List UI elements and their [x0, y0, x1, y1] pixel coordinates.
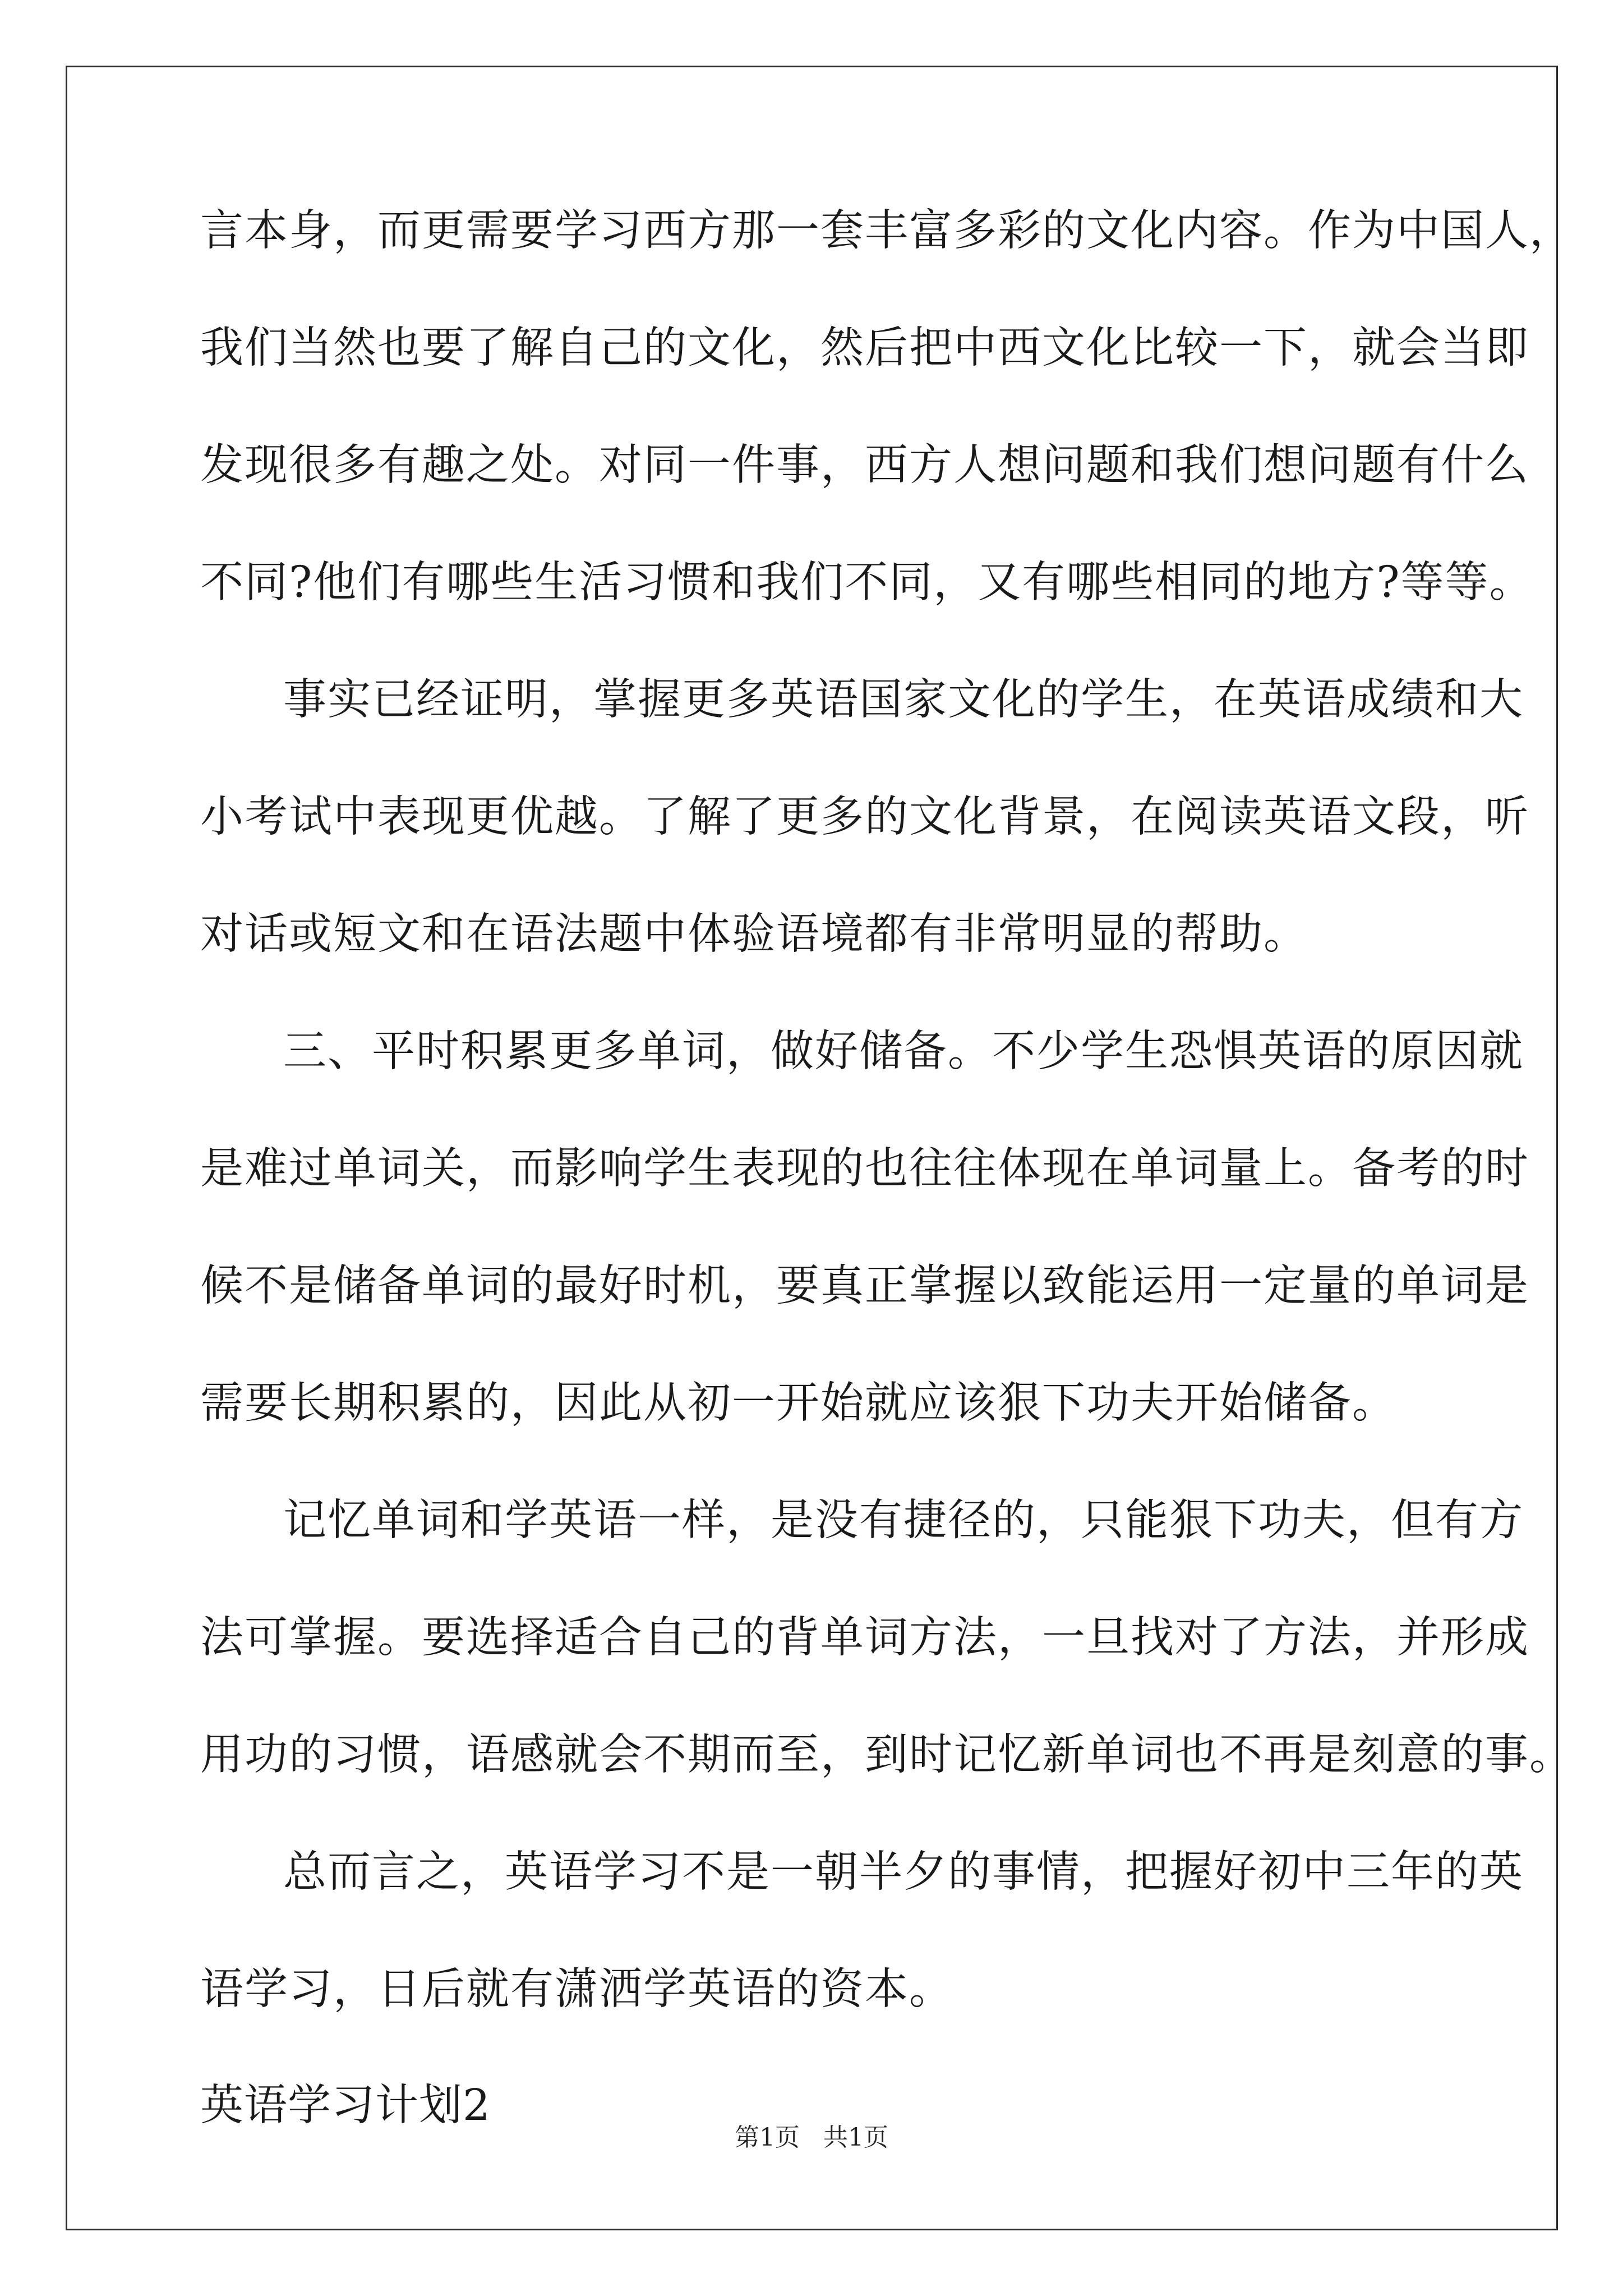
paragraph-1-line-3: 发现很多有趣之处。对同一件事，西方人想问题和我们想问题有什么 [200, 440, 1529, 490]
paragraph-4-line-3: 用功的习惯，语感就会不期而至，到时记忆新单词也不再是刻意的事。 [200, 1730, 1574, 1780]
paragraph-1-line-1: 言本身，而更需要学习西方那一套丰富多彩的文化内容。作为中国人， [200, 206, 1574, 256]
paragraph-4-line-2: 法可掌握。要选择适合自己的背单词方法，一旦找对了方法，并形成 [200, 1613, 1529, 1663]
paragraph-1-line-2: 我们当然也要了解自己的文化，然后把中西文化比较一下，就会当即 [200, 323, 1529, 373]
paragraph-3-line-3: 候不是储备单词的最好时机，要真正掌握以致能运用一定量的单词是 [200, 1261, 1529, 1311]
paragraph-2-line-3: 对话或短文和在语法题中体验语境都有非常明显的帮助。 [200, 909, 1308, 959]
paragraph-5-line-1: 总而言之，英语学习不是一朝半夕的事情，把握好初中三年的英 [283, 1847, 1524, 1897]
paragraph-5-line-2: 语学习，日后就有潇洒学英语的资本。 [200, 1964, 953, 2014]
paragraph-2-line-2: 小考试中表现更优越。了解了更多的文化背景，在阅读英语文段，听 [200, 792, 1529, 842]
paragraph-3-line-1: 三、平时积累更多单词，做好储备。不少学生恐惧英语的原因就 [283, 1027, 1524, 1076]
paragraph-1-line-4: 不同?他们有哪些生活习惯和我们不同，又有哪些相同的地方?等等。 [200, 558, 1534, 608]
page-footer: 第1页 共1页 [735, 2123, 888, 2152]
paragraph-3-line-2: 是难过单词关，而影响学生表现的也往往体现在单词量上。备考的时 [200, 1144, 1529, 1194]
paragraph-2-line-1: 事实已经证明，掌握更多英语国家文化的学生，在英语成绩和大 [283, 675, 1524, 725]
paragraph-4-line-1: 记忆单词和学英语一样，是没有捷径的，只能狠下功夫，但有方 [283, 1496, 1524, 1545]
section-heading: 英语学习计划2 [200, 2081, 491, 2131]
paragraph-3-line-4: 需要长期积累的，因此从初一开始就应该狠下功夫开始储备。 [200, 1378, 1396, 1428]
